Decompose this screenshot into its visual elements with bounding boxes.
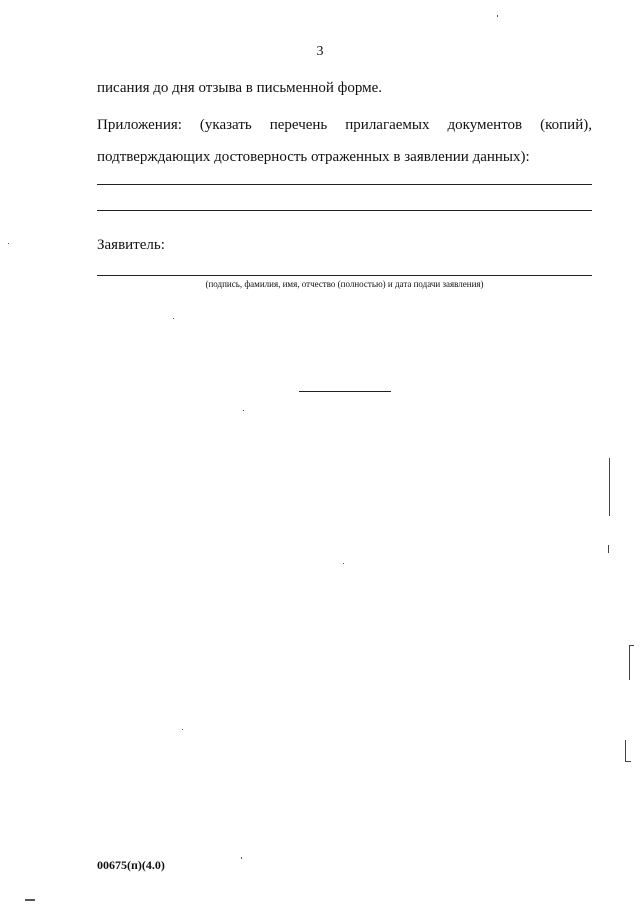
scan-speck — [343, 563, 344, 564]
scan-speck — [25, 899, 35, 901]
scan-edge-mark — [629, 645, 630, 680]
scan-speck — [8, 243, 9, 244]
signature-caption: (подпись, фамилия, имя, отчество (полностью) и дата подачи заявления) — [205, 279, 484, 289]
scan-edge-mark — [629, 645, 634, 646]
attachments-paragraph: Приложения: (указать перечень прилагаемых документов (копий), подтверждающих достоверность отраженных в заявлении данных): — [97, 117, 592, 165]
scan-speck — [182, 729, 183, 730]
scan-speck — [173, 318, 174, 319]
attachments-fill-line-1 — [97, 184, 592, 185]
scan-speck — [241, 857, 242, 859]
applicant-label: Заявитель: — [97, 237, 165, 253]
page-number: 3 — [316, 44, 324, 59]
attachments-fill-line-2 — [97, 210, 592, 211]
scan-edge-mark — [625, 761, 631, 762]
scan-edge-mark — [608, 545, 609, 553]
form-code: 00675(п)(4.0) — [97, 858, 165, 872]
scan-edge-mark — [625, 740, 626, 762]
scan-speck — [243, 410, 244, 411]
signature-line — [97, 275, 592, 276]
continuation-text: писания до дня отзыва в письменной форме. — [97, 80, 383, 96]
scan-speck — [497, 15, 498, 17]
separator-line — [299, 391, 391, 392]
scan-edge-mark — [609, 458, 610, 516]
